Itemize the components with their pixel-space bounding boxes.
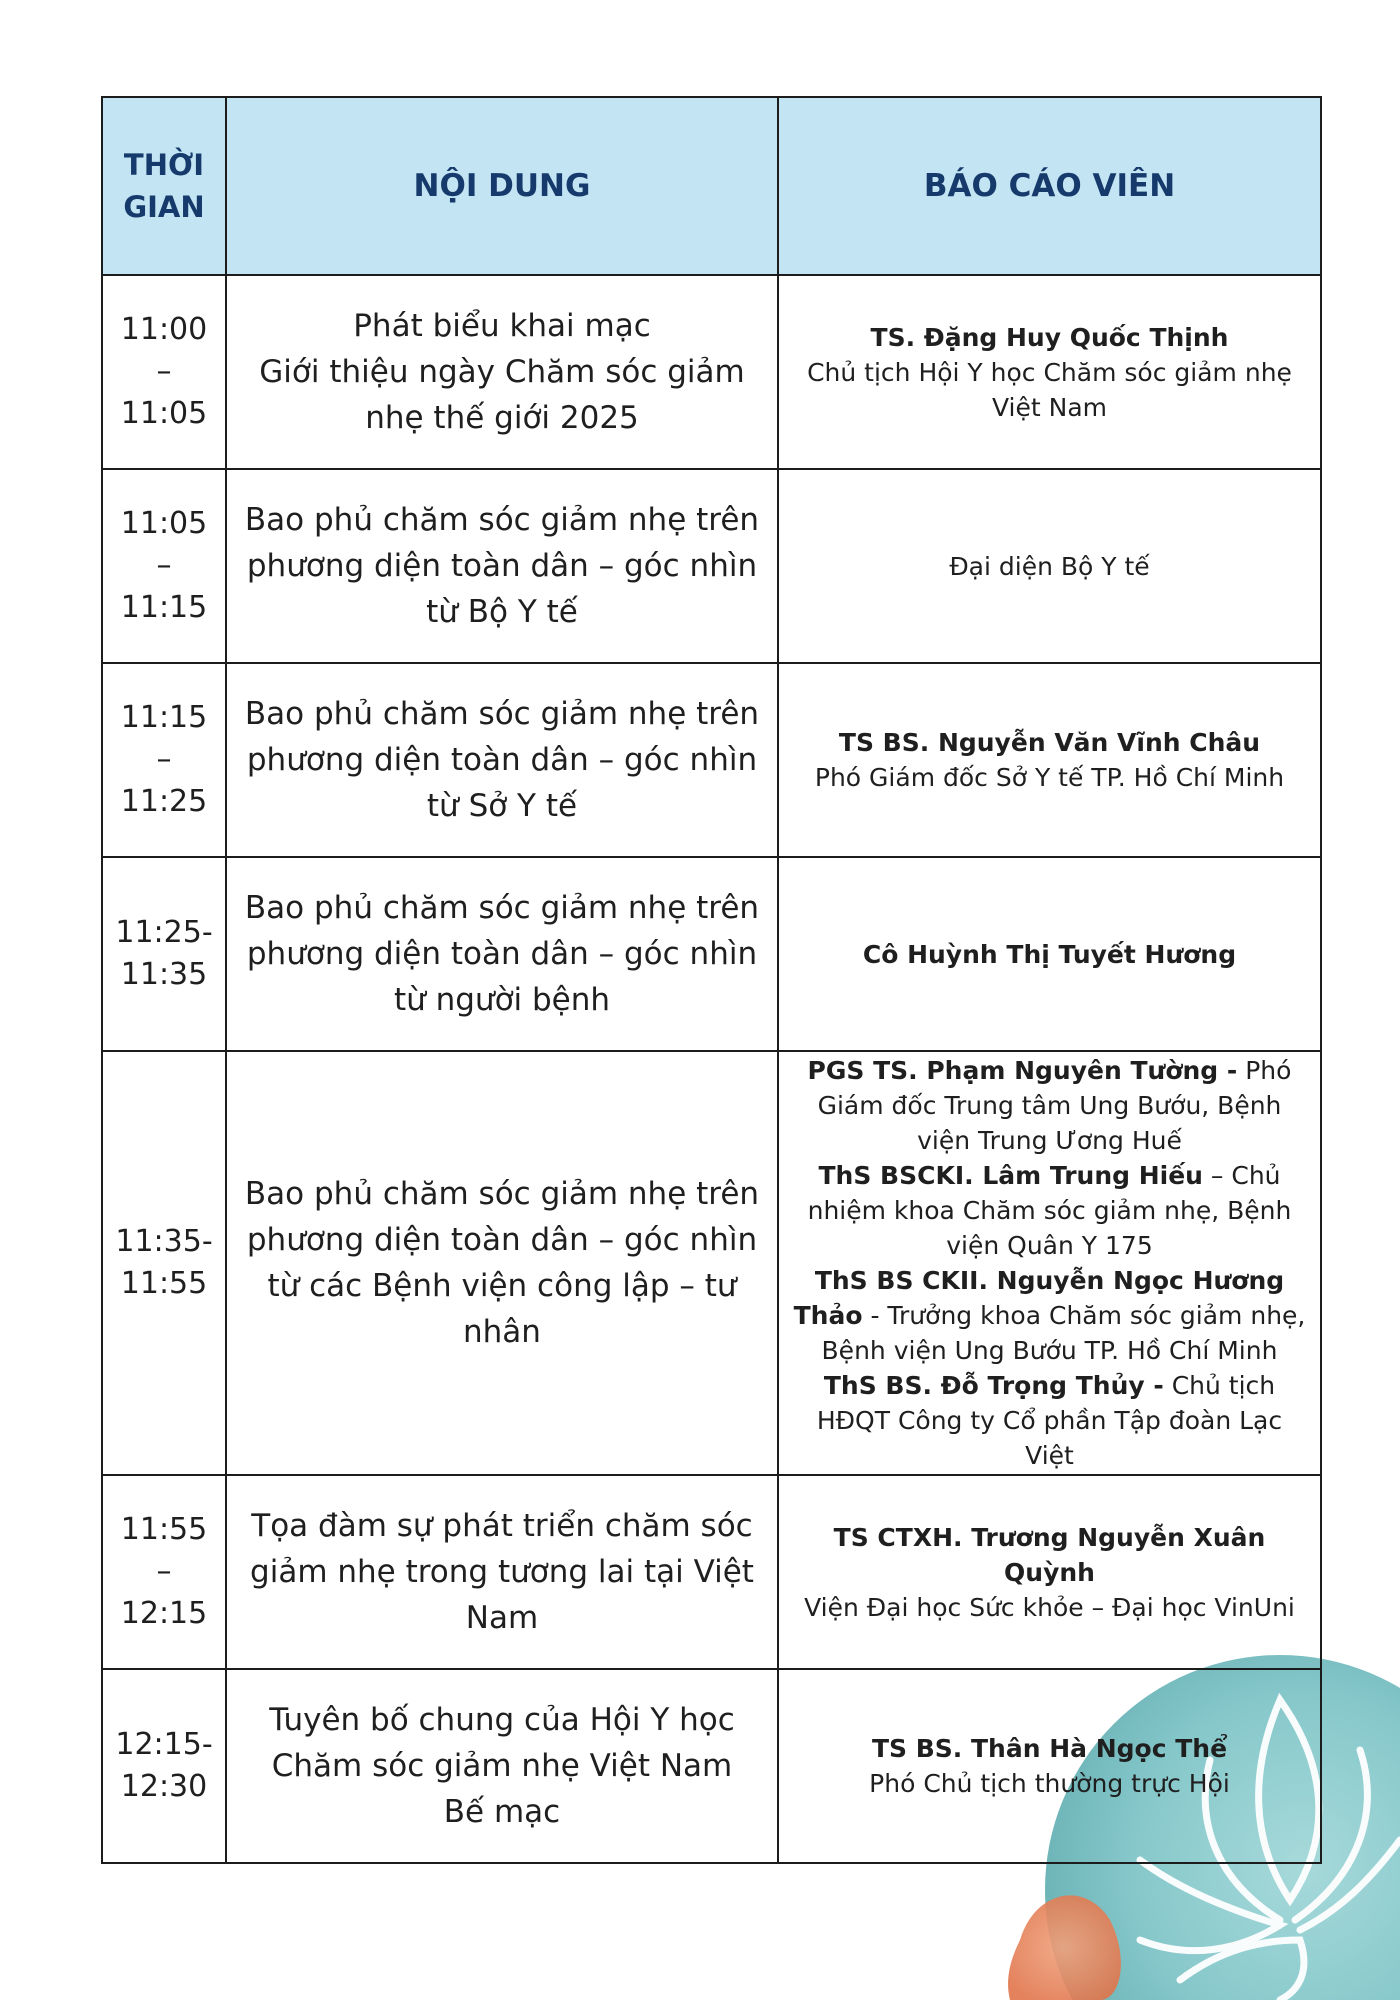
agenda-topic: Bao phủ chăm sóc giảm nhẹ trên phương diện toàn dân – góc nhìn từ người bệnh xyxy=(226,857,778,1051)
agenda-time: 11:55 – 12:15 xyxy=(102,1475,226,1669)
agenda-time: 11:05 – 11:15 xyxy=(102,469,226,663)
speaker-entry xyxy=(793,1731,1306,1801)
agenda-topic: Bao phủ chăm sóc giảm nhẹ trên phương diện toàn dân – góc nhìn từ Sở Y tế xyxy=(226,663,778,857)
agenda-time: 11:25- 11:35 xyxy=(102,857,226,1051)
agenda-table xyxy=(101,96,1322,1864)
agenda-body xyxy=(102,275,1321,1863)
speaker-title: Phó Giám đốc Sở Y tế TP. Hồ Chí Minh xyxy=(814,763,1285,792)
agenda-speakers xyxy=(778,663,1321,857)
speaker-title: Chủ tịch HĐQT Công ty Cổ phần Tập đoàn Lạc Việt xyxy=(816,1371,1283,1470)
agenda-row xyxy=(102,1475,1321,1669)
agenda-row xyxy=(102,275,1321,469)
agenda-row xyxy=(102,1669,1321,1863)
header-content: NỘI DUNG xyxy=(226,97,778,275)
speaker-title: Phó Giám đốc Trung tâm Ung Bướu, Bệnh viện Trung Ương Huế xyxy=(817,1056,1292,1155)
speaker-entry xyxy=(793,549,1306,584)
header-time: THỜI GIAN xyxy=(102,97,226,275)
speaker-name: ThS BS CKII. Nguyễn Ngọc Hương Thảo xyxy=(793,1266,1285,1330)
speaker-name: PGS TS. Phạm Nguyên Tường - xyxy=(807,1056,1238,1085)
speaker-name: ThS BSCKI. Lâm Trung Hiếu xyxy=(818,1161,1203,1190)
agenda-topic: Tọa đàm sự phát triển chăm sóc giảm nhẹ trong tương lai tại Việt Nam xyxy=(226,1475,778,1669)
speaker-name: TS. Đặng Huy Quốc Thịnh xyxy=(870,322,1229,352)
agenda-topic: Tuyên bố chung của Hội Y học Chăm sóc giảm nhẹ Việt Nam Bế mạc xyxy=(226,1669,778,1863)
speaker-title: Viện Đại học Sức khỏe – Đại học VinUni xyxy=(804,1592,1295,1622)
speaker-title: Phó Chủ tịch thường trực Hội xyxy=(869,1769,1230,1798)
speaker-entry xyxy=(793,1158,1306,1263)
agenda-time: 11:35- 11:55 xyxy=(102,1051,226,1475)
agenda-header-row xyxy=(102,97,1321,275)
speaker-name: ThS BS. Đỗ Trọng Thủy - xyxy=(823,1371,1164,1400)
speaker-entry xyxy=(793,1053,1306,1158)
agenda-speakers xyxy=(778,1475,1321,1669)
header-speaker: BÁO CÁO VIÊN xyxy=(778,97,1321,275)
speaker-entry xyxy=(793,1263,1306,1368)
speaker-name: TS BS. Thân Hà Ngọc Thể xyxy=(871,1734,1228,1763)
agenda-row xyxy=(102,857,1321,1051)
speaker-name: TS CTXH. Trương Nguyễn Xuân Quỳnh xyxy=(833,1522,1266,1587)
speaker-entry xyxy=(793,937,1306,972)
speaker-entry xyxy=(793,725,1306,795)
agenda-speakers xyxy=(778,857,1321,1051)
agenda-speakers xyxy=(778,275,1321,469)
speaker-title: Đại diện Bộ Y tế xyxy=(949,551,1150,581)
agenda-topic: Bao phủ chăm sóc giảm nhẹ trên phương diện toàn dân – góc nhìn từ các Bệnh viện công lập – tư nhân xyxy=(226,1051,778,1475)
agenda-topic: Phát biểu khai mạc Giới thiệu ngày Chăm sóc giảm nhẹ thế giới 2025 xyxy=(226,275,778,469)
speaker-entry xyxy=(793,1520,1306,1625)
speaker-title: Chủ tịch Hội Y học Chăm sóc giảm nhẹ Việt Nam xyxy=(807,357,1292,422)
agenda-time: 12:15- 12:30 xyxy=(102,1669,226,1863)
agenda-row xyxy=(102,469,1321,663)
speaker-name: Cô Huỳnh Thị Tuyết Hương xyxy=(862,939,1237,969)
speaker-title: – Chủ nhiệm khoa Chăm sóc giảm nhẹ, Bệnh viện Quân Y 175 xyxy=(807,1161,1292,1260)
agenda-row xyxy=(102,1051,1321,1475)
agenda-speakers xyxy=(778,1669,1321,1863)
agenda-speakers xyxy=(778,1051,1321,1475)
agenda-time: 11:15 – 11:25 xyxy=(102,663,226,857)
speaker-entry xyxy=(793,1368,1306,1473)
agenda-row xyxy=(102,663,1321,857)
speaker-title: - Trưởng khoa Chăm sóc giảm nhẹ, Bệnh viện Ung Bướu TP. Hồ Chí Minh xyxy=(821,1301,1306,1365)
agenda-time: 11:00 – 11:05 xyxy=(102,275,226,469)
agenda-speakers xyxy=(778,469,1321,663)
agenda-topic: Bao phủ chăm sóc giảm nhẹ trên phương diện toàn dân – góc nhìn từ Bộ Y tế xyxy=(226,469,778,663)
speaker-name: TS BS. Nguyễn Văn Vĩnh Châu xyxy=(838,728,1261,757)
speaker-entry xyxy=(793,320,1306,425)
